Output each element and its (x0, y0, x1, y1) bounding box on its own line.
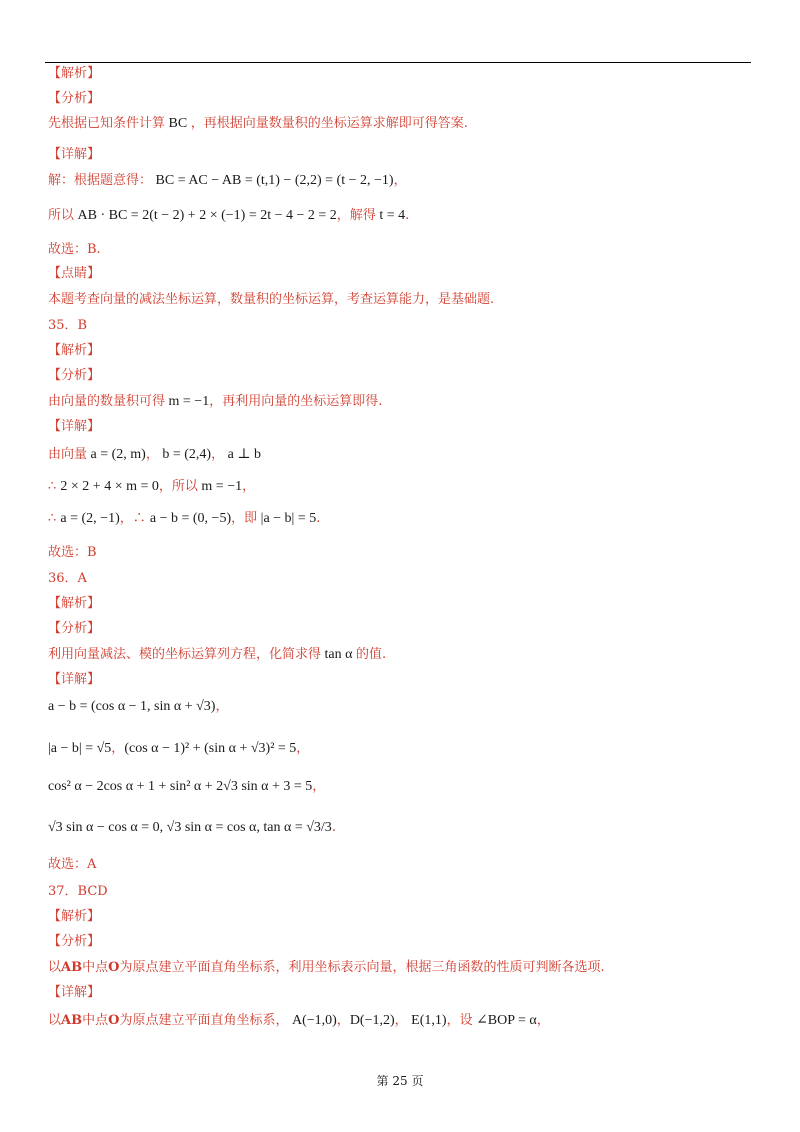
text-run: ∴ (48, 511, 61, 526)
text-line-l15 (48, 447, 261, 463)
text-run: ， (111, 741, 125, 756)
math-expression: tan α (321, 647, 356, 662)
text-line-l23 (48, 672, 100, 688)
text-run: 【解析】 (48, 596, 101, 611)
text-run: ，∴ (119, 511, 150, 526)
math-expression: 2 × 2 + 4 × m = 0 (60, 479, 159, 494)
text-run: ∴ (48, 479, 61, 494)
text-run: 【解析】 (48, 909, 101, 924)
text-run: ，即 (231, 511, 258, 526)
text-line-l5 (48, 173, 407, 189)
text-run: O (108, 1013, 120, 1028)
text-line-l10 (48, 318, 87, 334)
text-run: ， (336, 1013, 350, 1028)
text-run: 【详解】 (48, 985, 101, 1000)
text-run: 故选：A (48, 857, 97, 872)
text-run: 【详解】 (48, 672, 101, 687)
text-run: 【分析】 (48, 934, 101, 949)
math-expression: b = (2,4) (158, 447, 212, 462)
text-line-l26 (48, 779, 325, 795)
math-expression: BC (165, 116, 191, 131)
math-expression: (cos α − 1)² + (sin α + √3)² = 5 (124, 741, 297, 756)
text-run: 为原点建立平面直角坐标系， (119, 1013, 289, 1028)
text-run: ，再利用向量的坐标运算即得. (209, 394, 383, 409)
math-expression: cos² α − 2cos α + 1 + sin² α + 2√3 sin α + 3 = 5 (48, 779, 313, 794)
text-line-l20 (48, 596, 100, 612)
text-line-l2 (48, 91, 100, 107)
text-run: . (331, 820, 336, 835)
text-run: 以 (48, 1013, 62, 1028)
text-run: . (405, 208, 410, 223)
text-run: 35．B (48, 318, 88, 333)
math-expression: a − b = (cos α − 1, sin α + √3) (48, 699, 216, 714)
text-run: O (108, 960, 120, 975)
text-line-l8 (48, 266, 100, 282)
text-line-l9 (48, 292, 494, 308)
math-expression: ∠BOP = α (472, 1013, 537, 1028)
text-run: ， (394, 1013, 408, 1028)
math-expression: a = (2, −1) (60, 511, 120, 526)
text-run: 以 (48, 960, 62, 975)
text-run: 为原点建立平面直角坐标系，利用坐标表示向量，根据三角函数的性质可判断各选项. (119, 960, 605, 975)
text-line-l4 (48, 147, 100, 163)
text-run: 【分析】 (48, 91, 101, 106)
text-run: 【分析】 (48, 621, 101, 636)
text-line-l22 (48, 647, 386, 663)
text-run: ， (536, 1013, 550, 1028)
text-line-l27 (48, 820, 336, 836)
text-run: 解：根据题意得： (48, 173, 153, 188)
math-expression: a = (2, m) (87, 447, 146, 462)
text-line-l33 (48, 985, 100, 1001)
math-expression: AB · BC = 2(t − 2) + 2 × (−1) = 2t − 4 − 2 = 2 (74, 208, 337, 223)
text-run: 中点 (82, 960, 109, 975)
text-run: ，解得 (336, 208, 376, 223)
math-expression: m = −1 (197, 479, 243, 494)
text-line-l32 (48, 960, 605, 976)
page-number: 第 25 页 (376, 1074, 424, 1088)
text-run: 【详解】 (48, 147, 101, 162)
text-line-l29 (48, 884, 108, 900)
text-run: . (316, 511, 321, 526)
text-line-l16 (48, 479, 255, 495)
text-line-l18 (48, 545, 97, 561)
math-expression: m = −1 (165, 394, 210, 409)
math-expression: t = 4 (375, 208, 406, 223)
text-run: AB (61, 1013, 83, 1028)
math-expression: D(−1,2) (349, 1013, 395, 1028)
text-line-l1 (48, 66, 100, 82)
math-expression: a ⊥ b (224, 447, 261, 462)
text-run: 利用向量减法、模的坐标运算列方程，化简求得 (48, 647, 322, 662)
text-run: 的值. (355, 647, 387, 662)
text-run: ，所以 (158, 479, 198, 494)
math-expression: E(1,1) (407, 1013, 447, 1028)
text-line-l30 (48, 909, 100, 925)
text-run: ， (296, 741, 310, 756)
text-run: ， (145, 447, 159, 462)
text-line-l12 (48, 368, 100, 384)
math-expression: BC = AC − AB = (t,1) − (2,2) = (t − 2, −1) (152, 173, 394, 188)
text-line-l21 (48, 621, 100, 637)
text-run: 由向量 (48, 447, 88, 462)
text-run: 所以 (48, 208, 75, 223)
text-line-l6 (48, 208, 409, 224)
math-expression: a − b = (0, −5) (149, 511, 232, 526)
text-run: ， (211, 447, 225, 462)
math-expression: |a − b| = 5 (257, 511, 317, 526)
text-line-l31 (48, 934, 100, 950)
text-run: 【详解】 (48, 419, 101, 434)
text-line-l3 (48, 116, 468, 132)
text-run: AB (61, 960, 83, 975)
text-run: 本题考查向量的减法坐标运算，数量积的坐标运算，考查运算能力，是基础题. (48, 292, 495, 307)
text-line-l25 (48, 741, 309, 757)
text-run: 由向量的数量积可得 (48, 394, 166, 409)
text-run: 【点睛】 (48, 266, 101, 281)
text-run: 故选：B. (48, 242, 101, 257)
text-run: ， (393, 173, 407, 188)
text-run: 中点 (82, 1013, 109, 1028)
text-line-l34 (48, 1013, 550, 1029)
text-line-l7 (48, 242, 101, 258)
text-line-l14 (48, 419, 100, 435)
text-run: ， (312, 779, 326, 794)
top-rule (45, 62, 751, 63)
text-run: 先根据已知条件计算 (48, 116, 166, 131)
text-run: 故选：B (48, 545, 97, 560)
math-expression: |a − b| = √5 (48, 741, 112, 756)
text-line-l17 (48, 511, 320, 527)
math-expression: A(−1,0) (288, 1013, 337, 1028)
text-run: ，设 (446, 1013, 473, 1028)
math-expression: √3 sin α − cos α = 0, √3 sin α = cos α, tan α = √3/3 (48, 820, 332, 835)
text-run: ， (242, 479, 256, 494)
text-run: ，再根据向量数量积的坐标运算求解即可得答案. (190, 116, 468, 131)
text-run: 37．BCD (48, 884, 108, 899)
text-line-l13 (48, 394, 382, 410)
text-line-l24 (48, 699, 229, 715)
text-line-l11 (48, 343, 100, 359)
text-run: 【分析】 (48, 368, 101, 383)
text-line-l19 (48, 571, 87, 587)
text-run: 【解析】 (48, 343, 101, 358)
text-run: 36．A (48, 571, 87, 586)
text-run: 【解析】 (48, 66, 101, 81)
text-line-l28 (48, 857, 96, 873)
text-run: ， (215, 699, 229, 714)
